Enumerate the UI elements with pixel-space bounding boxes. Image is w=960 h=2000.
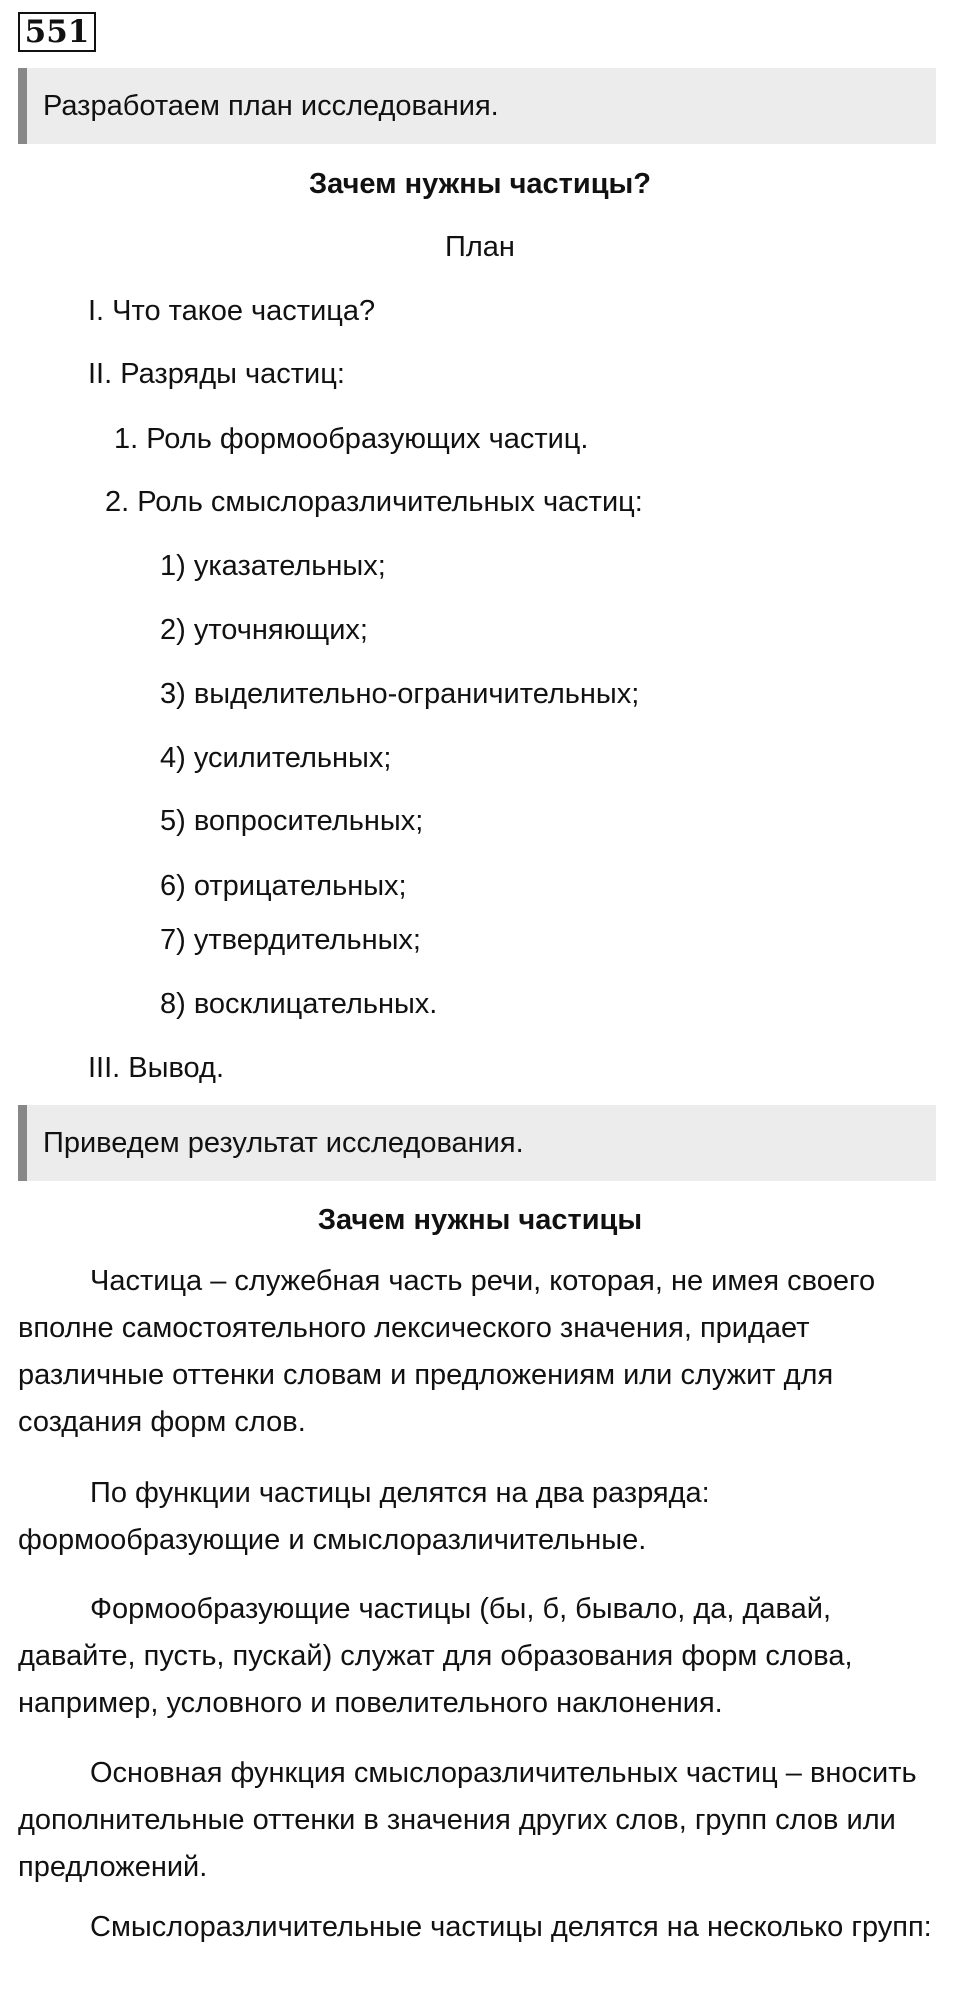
plan-group-item: 5) вопросительных; [160, 805, 424, 837]
plan-item-ii-1: 1. Роль формообразующих частиц. [114, 423, 589, 455]
paragraph: Смыслоразличительные частицы делятся на несколько групп: [90, 1911, 932, 1943]
plan-item-iii: III. Вывод. [88, 1052, 225, 1084]
plan-group-item: 3) выделительно-ограничительных; [160, 678, 640, 710]
plan-heading: План [445, 231, 515, 263]
paragraph: Основная функция смыслоразличительных частиц – вносить дополнительные оттенки в значения других слов, групп слов или предложений. [18, 1757, 917, 1883]
plan-group-item: 2) уточняющих; [160, 614, 368, 646]
plan-group-item: 6) отрицательных; [160, 870, 407, 902]
note-result: Приведем результат исследования. [18, 1105, 936, 1181]
exercise-number: 551 [18, 12, 96, 52]
result-title: Зачем нужны частицы [317, 1204, 643, 1236]
plan-group-item: 4) усилительных; [160, 742, 392, 774]
paragraph: Частица – служебная часть речи, которая, не имея своего вполне самостоятельного лексического значения, придает различные оттенки словам и предложениям или служит для создания форм слов. [18, 1265, 876, 1438]
paragraph: По функции частицы делятся на два разряда: формообразующие и смыслоразличительные. [18, 1477, 710, 1556]
plan-group-item: 7) утвердительных; [160, 924, 421, 956]
paragraph: Формообразующие частицы (бы, б, бывало, да, давай, давайте, пусть, пускай) служат для образования форм слова, например, условного и повелительного наклонения. [18, 1593, 853, 1719]
plan-group-item: 8) восклицательных. [160, 988, 438, 1020]
plan-item-i: I. Что такое частица? [88, 295, 376, 327]
plan-item-ii: II. Разряды частиц: [88, 358, 345, 390]
plan-group-item: 1) указательных; [160, 550, 386, 582]
plan-item-ii-2: 2. Роль смыслоразличительных частиц: [105, 486, 643, 518]
plan-title: Зачем нужны частицы? [309, 168, 651, 200]
note-plan: Разработаем план исследования. [18, 68, 936, 144]
